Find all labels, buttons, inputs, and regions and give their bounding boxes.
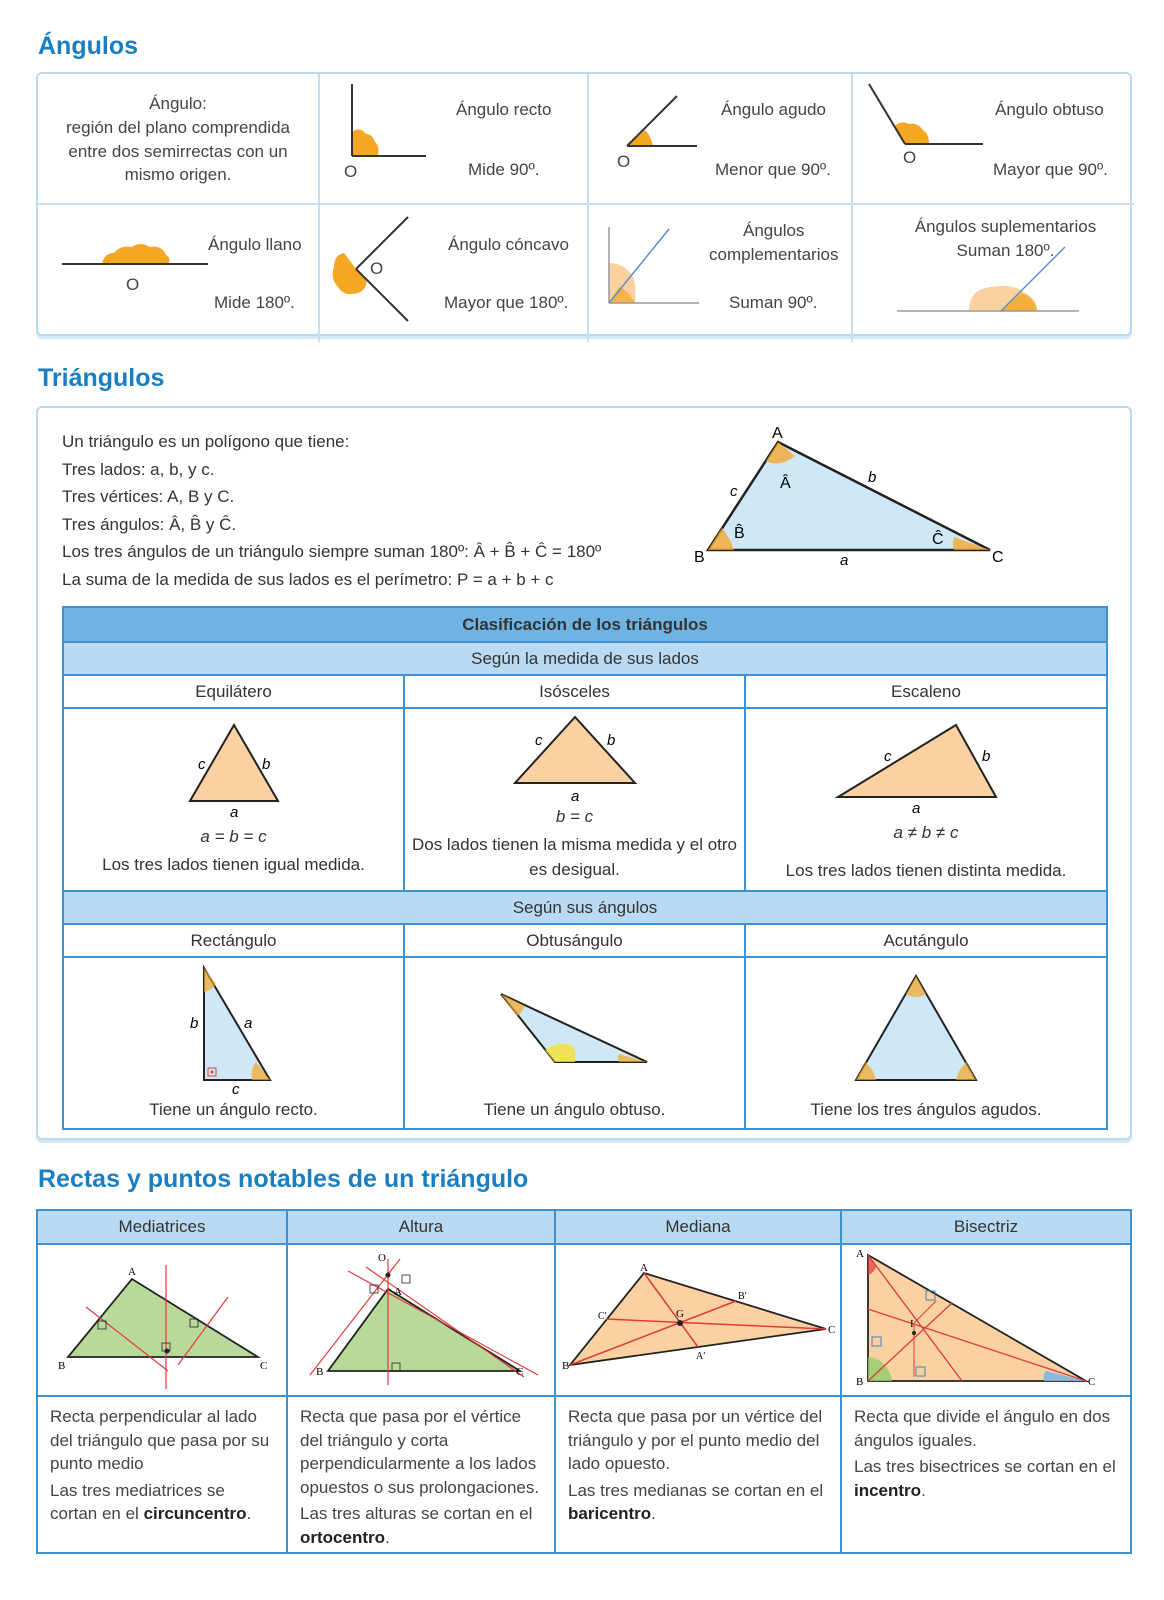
- escaleno-cell: [745, 708, 1107, 891]
- svg-text:c: c: [535, 732, 543, 749]
- bisectriz-description: [841, 1396, 1131, 1553]
- mediatrices-definition: Recta perpendicular al lado del triángulo que pasa por su punto medio: [50, 1407, 270, 1473]
- isosceles-caption: Dos lados tienen la misma medida y el otro es desigual.: [411, 835, 738, 879]
- right-angle-figure: [320, 74, 589, 205]
- angle-bisectors-figure: [842, 1245, 1132, 1397]
- rectangulo-header: Rectángulo: [63, 924, 404, 957]
- equilatero-header: Equilátero: [63, 675, 404, 708]
- angle-a-label: Â: [780, 475, 791, 492]
- angle-concavo-desc: Mayor que 180º.: [444, 293, 569, 312]
- svg-text:b: b: [262, 756, 271, 773]
- angle-recto-desc: Mide 90º.: [468, 160, 540, 179]
- vertex-c-label: C: [992, 549, 1004, 566]
- obtusangulo-cell: [404, 957, 745, 1129]
- property-line: Los tres ángulos de un triángulo siempre suman 180º: Â + B̂ + Ĉ = 180º: [62, 542, 602, 561]
- ortocentro-term: ortocentro: [300, 1527, 385, 1547]
- angle-obtuso-cell: [853, 74, 1134, 205]
- altura-description: [287, 1396, 555, 1553]
- isosceles-cell: [404, 708, 745, 891]
- svg-text:O: O: [378, 1252, 386, 1264]
- vertex-label: O: [370, 259, 384, 278]
- altitudes-figure: [288, 1245, 556, 1397]
- mediana-definition: Recta que pasa por un vértice del triángulo y por el punto medio del lado opuesto.: [568, 1407, 823, 1473]
- svg-text:c: c: [198, 756, 206, 773]
- svg-text:A′: A′: [696, 1351, 706, 1362]
- vertex-label: O: [344, 162, 358, 181]
- equilatero-formula: a = b = c: [200, 827, 267, 846]
- svg-text:A: A: [640, 1262, 648, 1274]
- svg-text:B′: B′: [738, 1291, 747, 1302]
- vertex-label: O: [617, 152, 631, 171]
- obtusangulo-header: Obtusángulo: [404, 924, 745, 957]
- bisectriz-figure-cell: [841, 1244, 1131, 1396]
- altura-header: Altura: [287, 1210, 555, 1244]
- vertex-a-label: A: [772, 425, 783, 442]
- rectangulo-cell: [63, 957, 404, 1129]
- svg-text:G: G: [676, 1308, 684, 1320]
- circuncentro-term: circuncentro: [143, 1504, 247, 1523]
- angle-complementarios-desc: Suman 90º.: [729, 293, 818, 312]
- angle-definition: Ángulo: región del plano comprendida entre dos semirrectas con un mismo origen.: [66, 94, 290, 185]
- svg-text:b: b: [982, 748, 991, 765]
- svg-text:B: B: [856, 1376, 864, 1388]
- isosceles-formula: b = c: [555, 807, 594, 826]
- mediana-header: Mediana: [555, 1210, 841, 1244]
- mediatrices-figure-cell: [37, 1244, 287, 1396]
- triangle-abc-diagram: [690, 420, 1020, 580]
- equilatero-caption: Los tres lados tienen igual medida.: [102, 855, 365, 874]
- svg-text:A: A: [856, 1248, 864, 1260]
- mediana-description: [555, 1396, 841, 1553]
- svg-text:a: a: [912, 800, 921, 817]
- angle-agudo-name: Ángulo agudo: [721, 100, 826, 119]
- svg-text:C: C: [516, 1366, 524, 1378]
- classification-table: [62, 606, 1108, 1130]
- by-sides-header: Según la medida de sus lados: [63, 642, 1107, 675]
- vertex-label: O: [126, 275, 140, 294]
- section-title-triangulos: Triángulos: [38, 364, 165, 392]
- property-line: Un triángulo es un polígono que tiene:: [62, 432, 350, 451]
- angle-recto-name: Ángulo recto: [456, 100, 552, 119]
- svg-text:B: B: [316, 1366, 324, 1378]
- bisectriz-intersection: Las tres bisectrices se cortan en el: [854, 1457, 1116, 1476]
- angle-recto-cell: [320, 74, 589, 205]
- angle-obtuso-desc: Mayor que 90º.: [993, 160, 1108, 179]
- equilatero-cell: [63, 708, 404, 891]
- altura-definition: Recta que pasa por el vértice del triángulo y corta perpendicularmente a los lados opuestos o sus prolongaciones.: [300, 1407, 540, 1497]
- bisectriz-header: Bisectriz: [841, 1210, 1131, 1244]
- svg-text:a: a: [571, 788, 580, 805]
- obtuse-angle-figure: [853, 74, 1134, 205]
- svg-text:a: a: [230, 804, 239, 821]
- rectangulo-caption: Tiene un ángulo recto.: [149, 1100, 318, 1119]
- angulos-panel: [36, 72, 1132, 336]
- property-line: Tres vértices: A, B y C.: [62, 487, 235, 506]
- period: .: [385, 1527, 390, 1547]
- property-line: Tres lados: a, b, y c.: [62, 459, 215, 479]
- incentro-term: incentro: [854, 1480, 922, 1500]
- angle-llano-desc: Mide 180º.: [214, 293, 295, 312]
- svg-text:C: C: [1088, 1376, 1096, 1388]
- angle-obtuso-name: Ángulo obtuso: [995, 100, 1104, 119]
- vertex-b-label: B: [694, 549, 705, 566]
- svg-text:C: C: [828, 1324, 836, 1336]
- mediana-intersection: Las tres medianas se cortan en el: [568, 1480, 824, 1500]
- angle-suplementarios-name: Ángulos suplementarios Suman 180º.: [914, 217, 1097, 260]
- svg-text:B: B: [562, 1360, 570, 1372]
- mediatrices-description: [37, 1396, 287, 1553]
- escaleno-caption: Los tres lados tienen distinta medida.: [785, 861, 1067, 880]
- angle-complementarios-name: Ángulos complementarios: [709, 221, 839, 264]
- angle-agudo-cell: [589, 74, 853, 205]
- altura-figure-cell: [287, 1244, 555, 1396]
- isosceles-header: Isósceles: [404, 675, 745, 708]
- mediatrices-intersection: Las tres mediatrices se cortan en el: [50, 1480, 225, 1523]
- angle-agudo-desc: Menor que 90º.: [715, 160, 831, 179]
- classification-title: Clasificación de los triángulos: [63, 607, 1107, 642]
- straight-angle-figure: [38, 205, 320, 342]
- acutangulo-header: Acutángulo: [745, 924, 1107, 957]
- baricentro-term: baricentro: [568, 1504, 652, 1523]
- vertex-label: O: [903, 148, 917, 167]
- svg-text:b: b: [190, 1015, 199, 1032]
- svg-text:a: a: [244, 1015, 253, 1032]
- svg-text:I: I: [910, 1318, 914, 1330]
- svg-text:C′: C′: [598, 1311, 607, 1322]
- svg-text:b: b: [607, 732, 616, 749]
- period: .: [921, 1480, 926, 1500]
- perpendicular-bisectors-figure: [38, 1245, 288, 1397]
- angle-concavo-name: Ángulo cóncavo: [448, 235, 569, 254]
- acutangulo-cell: [745, 957, 1107, 1129]
- angle-b-label: B̂: [734, 525, 745, 542]
- mediatrices-header: Mediatrices: [37, 1210, 287, 1244]
- acutangulo-caption: Tiene los tres ángulos agudos.: [810, 1100, 1042, 1119]
- angle-definition-cell: [38, 74, 320, 205]
- mediana-figure-cell: [555, 1244, 841, 1396]
- svg-text:c: c: [232, 1081, 240, 1098]
- medians-figure: [556, 1245, 842, 1397]
- escaleno-formula: a ≠ b ≠ c: [893, 823, 959, 842]
- section-title-angulos: Ángulos: [38, 32, 138, 60]
- period: .: [246, 1504, 252, 1523]
- svg-text:c: c: [884, 748, 892, 765]
- angle-suplementarios-cell: [853, 205, 1134, 342]
- property-line: Tres ángulos: Â, B̂ y Ĉ.: [62, 514, 237, 534]
- svg-text:B: B: [58, 1360, 66, 1372]
- angle-llano-cell: [38, 205, 320, 342]
- notable-lines-table: [36, 1209, 1132, 1554]
- altura-intersection: Las tres alturas se cortan en el: [300, 1504, 533, 1523]
- bisectriz-definition: Recta que divide el ángulo en dos ángulos iguales.: [854, 1407, 1111, 1450]
- period: .: [651, 1504, 656, 1523]
- side-c-label: c: [730, 483, 738, 500]
- concave-angle-figure: [320, 205, 589, 342]
- angle-llano-name: Ángulo llano: [208, 235, 302, 254]
- acute-angle-figure: [589, 74, 853, 205]
- side-b-label: b: [868, 469, 877, 486]
- escaleno-header: Escaleno: [745, 675, 1107, 708]
- angle-c-label: Ĉ: [932, 531, 944, 548]
- property-line: La suma de la medida de sus lados es el perímetro: P = a + b + c: [62, 569, 554, 589]
- angle-complementarios-cell: [589, 205, 853, 342]
- obtusangulo-caption: Tiene un ángulo obtuso.: [483, 1100, 666, 1119]
- triangle-properties: [62, 428, 601, 593]
- svg-text:C: C: [260, 1360, 268, 1372]
- section-title-rectas: Rectas y puntos notables de un triángulo: [38, 1165, 529, 1193]
- by-angles-header: Según sus ángulos: [63, 891, 1107, 924]
- svg-text:A: A: [128, 1266, 136, 1278]
- side-a-label: a: [840, 552, 849, 569]
- angle-concavo-cell: [320, 205, 589, 342]
- svg-text:A: A: [394, 1286, 402, 1298]
